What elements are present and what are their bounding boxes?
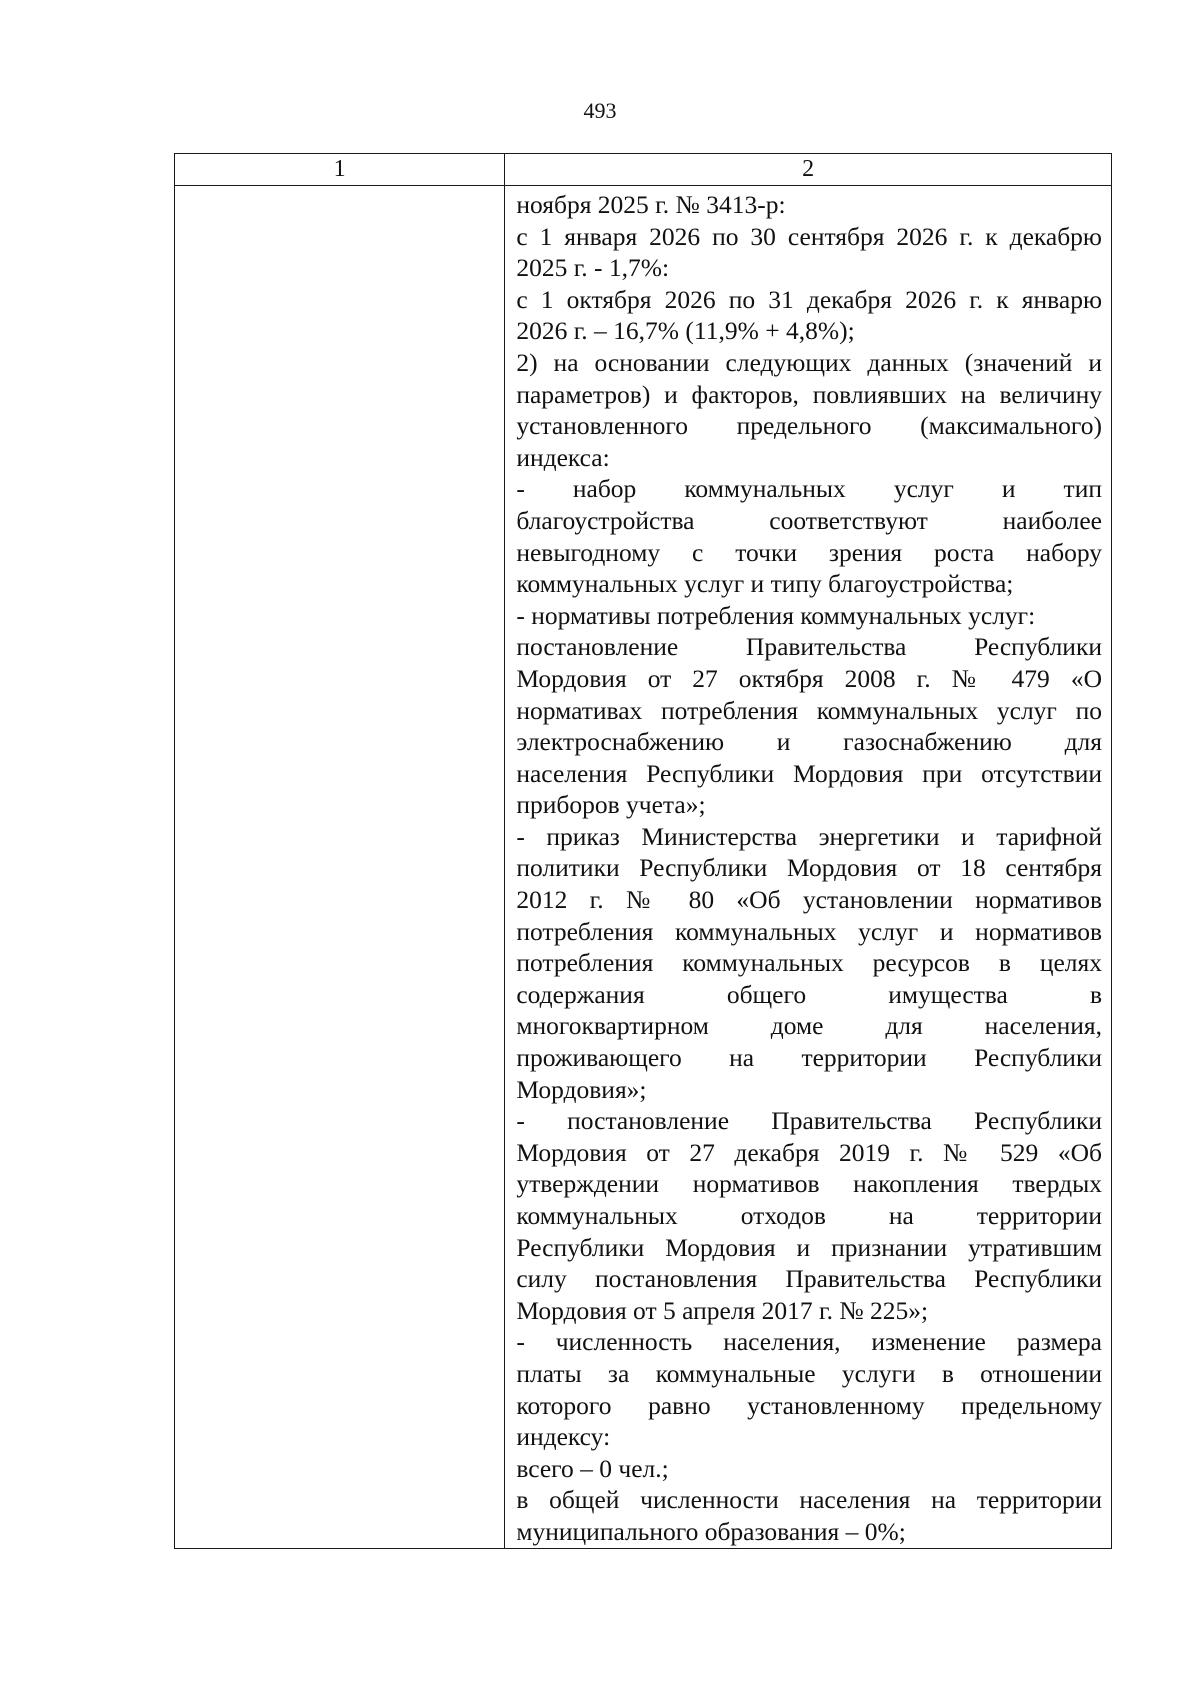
text-line: всего – 0 чел.; (516, 1453, 669, 1483)
text-line: ноября 2025 г. № 3413-р: (516, 190, 786, 219)
text-line: электроснабжению и газоснабжению для (516, 727, 1102, 757)
page-number: 493 (583, 98, 617, 123)
text-line: политики Республики Мордовия от 18 сентября (516, 853, 1102, 883)
text-line: населения Республики Мордовия при отсутствии (516, 758, 1102, 788)
text-line: в общей численности населения на территории (516, 1485, 1102, 1515)
column-1-cell (175, 186, 505, 1549)
text-line: - численность населения, изменение размера (516, 1327, 1102, 1357)
column-2-cell (505, 186, 1112, 1549)
table-body-row (175, 186, 1112, 1549)
text-line: невыгодному с точки зрения роста набору (516, 537, 1102, 567)
text-line: индекса: (516, 442, 610, 472)
text-line: муниципального образования – 0%; (516, 1516, 906, 1546)
text-line: Мордовия»; (516, 1074, 647, 1104)
table-header-row (175, 154, 1112, 186)
column-2-text (505, 186, 1111, 1548)
text-line: благоустройства соответствуют наиболее (516, 505, 1102, 535)
text-line: Республики Мордовия и признании утратившим (516, 1232, 1102, 1262)
text-line: - нормативы потребления коммунальных услуг: (516, 600, 1036, 630)
document-table (174, 153, 1112, 1549)
text-line: Мордовия от 27 октября 2008 г. № 479 «О (516, 663, 1102, 693)
text-line: с 1 января 2026 по 30 сентября 2026 г. к декабрю (516, 221, 1102, 251)
text-line: установленного предельного (максимального) (516, 411, 1102, 441)
text-line: силу постановления Правительства Республики (516, 1264, 1102, 1294)
text-line: коммунальных услуг и типу благоустройства; (516, 569, 1014, 599)
text-line: 2) на основании следующих данных (значений и (516, 347, 1102, 377)
text-line: - приказ Министерства энергетики и тарифной (516, 821, 1102, 851)
text-line: параметров) и факторов, повлиявших на величину (516, 379, 1102, 409)
text-line: потребления коммунальных ресурсов в целях (516, 948, 1102, 978)
text-line: с 1 октября 2026 по 31 декабря 2026 г. к январю (516, 284, 1102, 314)
text-line: Мордовия от 5 апреля 2017 г. № 225»; (516, 1295, 929, 1325)
text-line: 2012 г. № 80 «Об установлении нормативов (516, 885, 1102, 915)
text-line: потребления коммунальных услуг и нормативов (516, 916, 1102, 946)
column-2-header: 2 (505, 154, 1112, 186)
text-line: - постановление Правительства Республики (516, 1106, 1102, 1136)
text-line: индексу: (516, 1422, 611, 1452)
text-line: содержания общего имущества в (516, 979, 1102, 1009)
text-line: приборов учета»; (516, 790, 706, 820)
text-line: которого равно установленному предельному (516, 1390, 1102, 1420)
text-line: многоквартирном доме для населения, (516, 1011, 1102, 1041)
text-line: 2025 г. - 1,7%: (516, 253, 670, 283)
text-line: 2026 г. – 16,7% (11,9% + 4,8%); (516, 316, 855, 346)
text-line: платы за коммунальные услуги в отношении (516, 1358, 1102, 1388)
text-line: нормативах потребления коммунальных услуг по (516, 695, 1102, 725)
column-1-header: 1 (175, 154, 505, 186)
text-line: проживающего на территории Республики (516, 1043, 1102, 1073)
text-line: коммунальных отходов на территории (516, 1201, 1102, 1230)
text-line: Мордовия от 27 декабря 2019 г. № 529 «Об (516, 1137, 1102, 1167)
text-line: постановление Правительства Республики (516, 632, 1102, 662)
text-line: - набор коммунальных услуг и тип (516, 474, 1102, 504)
text-line: утверждении нормативов накопления твердых (516, 1169, 1102, 1199)
